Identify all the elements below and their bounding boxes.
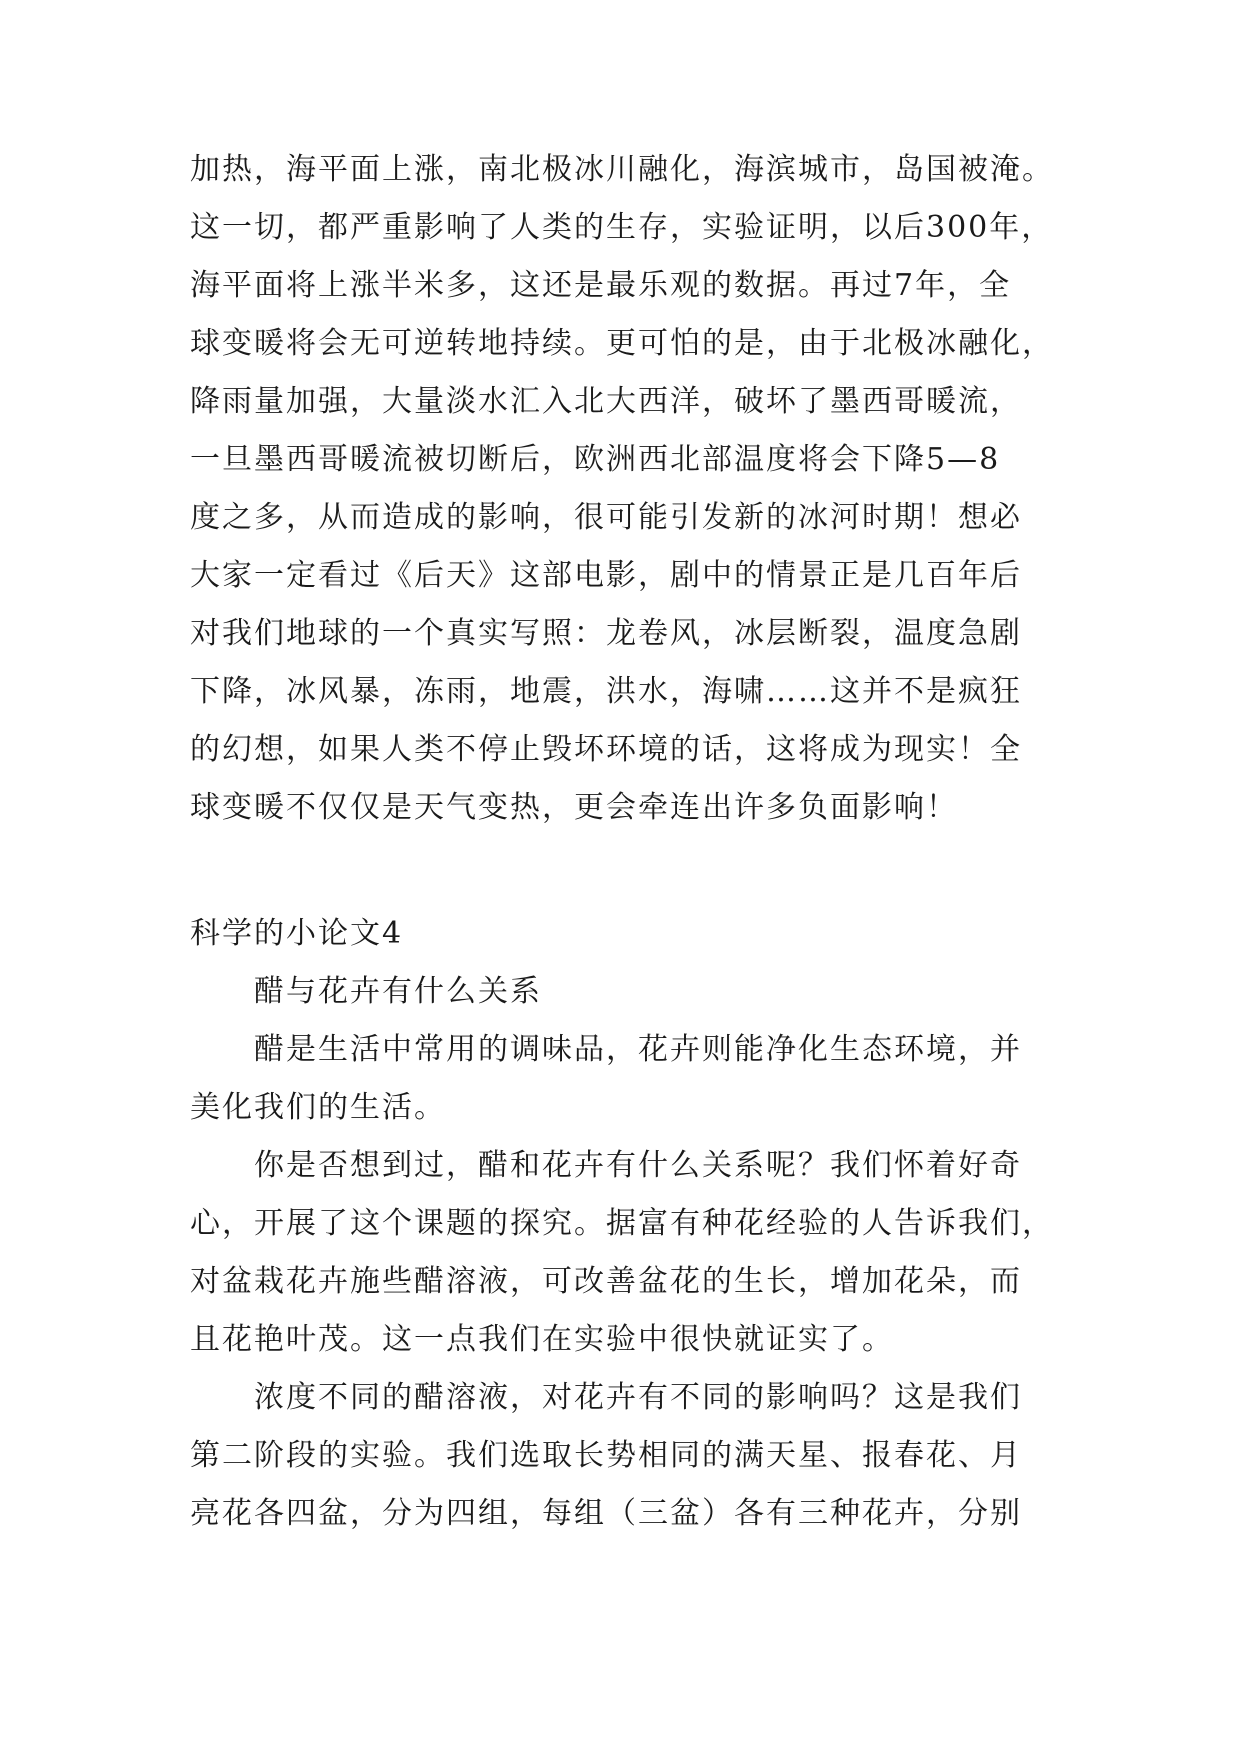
text-line: 一旦墨西哥暖流被切断后，欧洲西北部温度将会下降5—8 <box>190 442 1001 477</box>
text-line: 降雨量加强，大量淡水汇入北大西洋，破坏了墨西哥暖流， <box>190 384 1022 419</box>
text-line: 球变暖将会无可逆转地持续。更可怕的是，由于北极冰融化， <box>190 326 1054 361</box>
text-line: 球变暖不仅仅是天气变热，更会牵连出许多负面影响！ <box>190 790 958 825</box>
text-line: 度之多，从而造成的影响，很可能引发新的冰河时期！想必 <box>190 500 1022 535</box>
text-line: 海平面将上涨半米多，这还是最乐观的数据。再过7年，全 <box>190 268 1012 303</box>
text-line: 这一切，都严重影响了人类的生存，实验证明，以后300年， <box>190 210 1054 245</box>
text-line: 浓度不同的醋溶液，对花卉有不同的影响吗？这是我们 <box>254 1380 1022 1415</box>
section-heading: 科学的小论文4 <box>190 916 404 951</box>
text-line: 的幻想，如果人类不停止毁坏环境的话，这将成为现实！全 <box>190 732 1022 767</box>
essay-title: 醋与花卉有什么关系 <box>254 974 542 1009</box>
text-line: 且花艳叶茂。这一点我们在实验中很快就证实了。 <box>190 1322 894 1357</box>
text-line: 亮花各四盆，分为四组，每组（三盆）各有三种花卉，分别 <box>190 1496 1022 1531</box>
text-line: 醋是生活中常用的调味品，花卉则能净化生态环境，并 <box>254 1032 1022 1067</box>
text-line: 对我们地球的一个真实写照：龙卷风，冰层断裂，温度急剧 <box>190 616 1022 651</box>
text-line: 加热，海平面上涨，南北极冰川融化，海滨城市，岛国被淹。 <box>190 152 1054 187</box>
text-line: 你是否想到过，醋和花卉有什么关系呢？我们怀着好奇 <box>254 1148 1022 1183</box>
text-line: 美化我们的生活。 <box>190 1090 446 1125</box>
text-line: 心，开展了这个课题的探究。据富有种花经验的人告诉我们， <box>190 1206 1054 1241</box>
text-line: 第二阶段的实验。我们选取长势相同的满天星、报春花、月 <box>190 1438 1022 1473</box>
text-line: 大家一定看过《后天》这部电影，剧中的情景正是几百年后 <box>190 558 1022 593</box>
text-line: 下降，冰风暴，冻雨，地震，洪水，海啸……这并不是疯狂 <box>190 674 1022 709</box>
text-line: 对盆栽花卉施些醋溶液，可改善盆花的生长，增加花朵，而 <box>190 1264 1022 1299</box>
